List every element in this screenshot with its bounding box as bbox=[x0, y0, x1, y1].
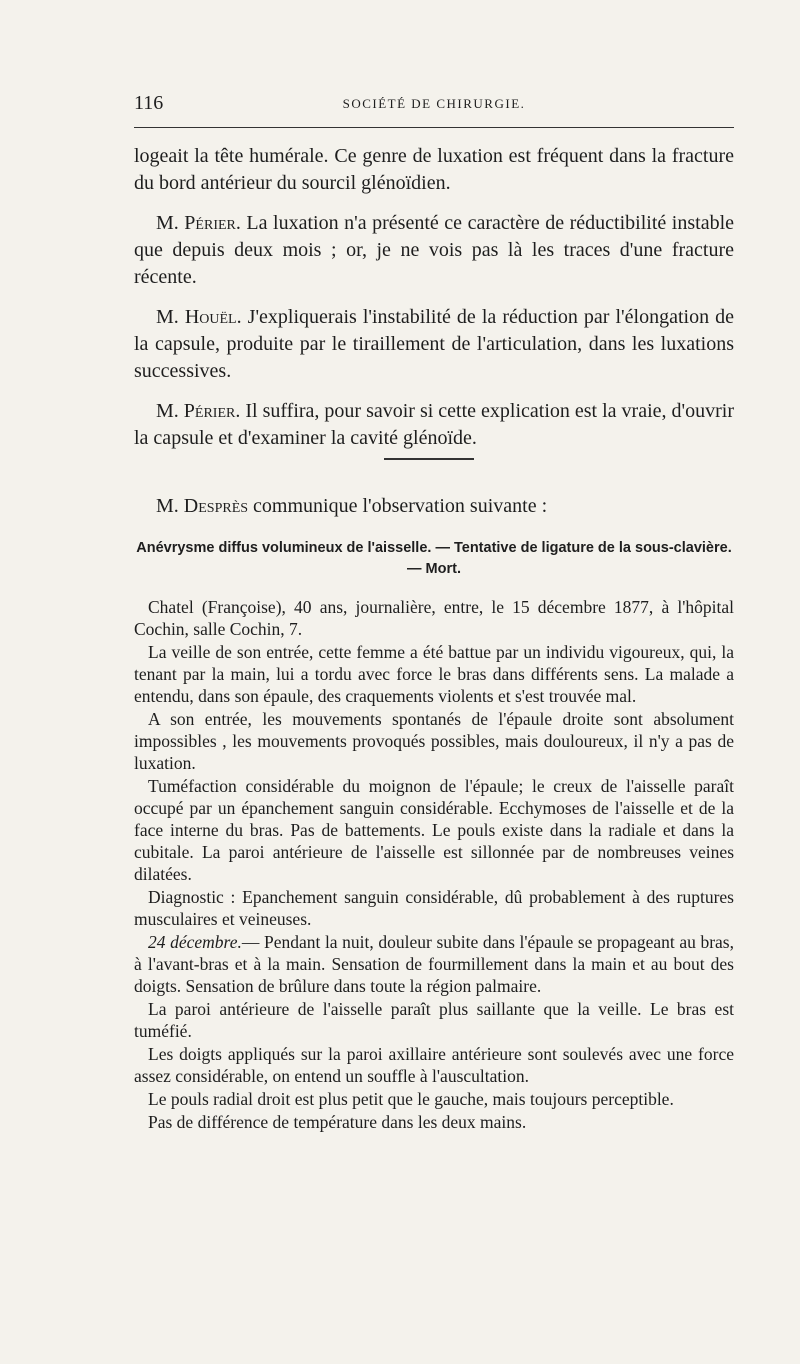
observation-paragraph: Pas de différence de température dans les deux mains. bbox=[148, 1112, 527, 1132]
speaker-name: M. Périer. bbox=[156, 212, 241, 234]
observation-paragraph-dated bbox=[134, 931, 734, 997]
speaker-name: M. Périer. bbox=[156, 400, 241, 422]
observation-paragraph: Les doigts appliqués sur la paroi axillaire antérieure sont soulevés avec une force assez considérable, on entend un souffle à l'auscultation. bbox=[134, 1044, 734, 1086]
speech-text: La luxation n'a présenté ce caractère de réductibilité instable que depuis deux mois ; or, je ne vois pas là les traces d'une fracture récente. bbox=[134, 212, 735, 288]
paragraph-perier-1 bbox=[134, 210, 734, 291]
speech-text: J'expliquerais l'instabilité de la réduction par l'élongation de la capsule, produite par le tiraillement de l'articulation, dans les luxations successives. bbox=[134, 306, 734, 382]
paragraph-continuation: logeait la tête humérale. Ce genre de luxation est fréquent dans la fracture du bord antérieur du sourcil glénoïdien. bbox=[134, 145, 734, 194]
observation-paragraph: Chatel (Françoise), 40 ans, journalière, entre, le 15 décembre 1877, à l'hôpital Cochin, salle Cochin, 7. bbox=[134, 597, 734, 639]
entry-date: 24 décembre. bbox=[148, 932, 242, 952]
header-rule bbox=[134, 127, 734, 128]
observation-paragraph: Diagnostic : Epanchement sanguin considérable, dû probablement à des ruptures musculaires et veineuses. bbox=[134, 887, 734, 929]
observation-heading: Anévrysme diffus volumineux de l'aisselle. — Tentative de ligature de la sous-clavière. — Mort. bbox=[136, 540, 732, 577]
speaker-name: M. Desprès bbox=[156, 495, 249, 517]
entry-text: — Pendant la nuit, douleur subite dans l'épaule se propageant au bras, à l'avant-bras et à la main. Sensation de fourmillement dans la main et au bout des doigts. Sensation de brûlure dans toute la région palmaire. bbox=[134, 932, 734, 996]
paragraph-perier-2 bbox=[134, 398, 734, 452]
observation-paragraph: Le pouls radial droit est plus petit que le gauche, mais toujours perceptible. bbox=[148, 1089, 674, 1109]
section-divider bbox=[384, 458, 474, 460]
speaker-name: M. Houël. bbox=[156, 306, 242, 328]
observation-paragraph: La paroi antérieure de l'aisselle paraît plus saillante que la veille. Le bras est tuméfié. bbox=[134, 999, 734, 1041]
observation-paragraph: La veille de son entrée, cette femme a été battue par un individu vigoureux, qui, la tenant par la main, lui a tordu avec force le bras dans différents sens. La malade a entendu, dans son épaule, des craquements violents et s'est trouvée mal. bbox=[134, 642, 734, 706]
intro-paragraph bbox=[134, 493, 734, 520]
intro-text: communique l'observation suivante : bbox=[253, 495, 548, 517]
running-title: SOCIÉTÉ DE CHIRURGIE. bbox=[342, 96, 526, 111]
discussion-section bbox=[134, 143, 734, 452]
page-header bbox=[134, 88, 734, 118]
observation-paragraph: A son entrée, les mouvements spontanés de l'épaule droite sont absolument impossibles , les mouvements provoqués possibles, mais douloureux, il n'y a pas de luxation. bbox=[134, 709, 734, 773]
observation-title bbox=[134, 538, 734, 580]
observation-body bbox=[134, 596, 734, 1133]
observation-paragraph: Tuméfaction considérable du moignon de l'épaule; le creux de l'aisselle paraît occupé par un épanchement sanguin considérable. Ecchymoses de l'aisselle et de la face interne du bras. Pas de battements. Le pouls existe dans la radiale et dans la cubitale. La paroi antérieure de l'aisselle est sillonnée par de nombreuses veines dilatées. bbox=[134, 776, 734, 884]
paragraph-houel bbox=[134, 304, 734, 385]
communication-intro bbox=[134, 493, 734, 520]
page-number: 116 bbox=[134, 92, 164, 114]
speech-text: Il suffira, pour savoir si cette explication est la vraie, d'ouvrir la capsule et d'examiner la cavité glénoïde. bbox=[134, 400, 734, 449]
